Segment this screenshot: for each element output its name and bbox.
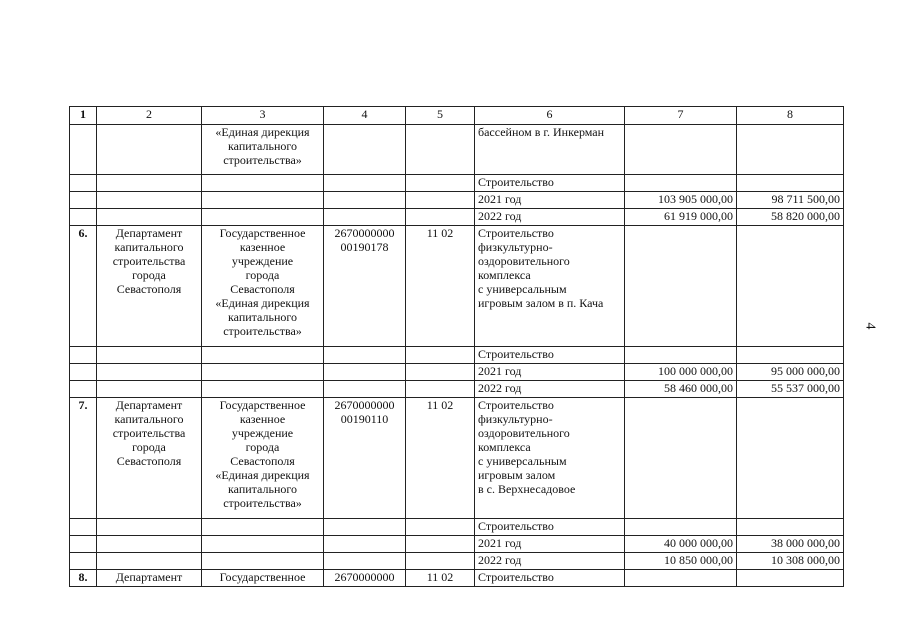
header-cell: 1: [70, 107, 97, 125]
table-row: [70, 125, 844, 175]
year-cell: 2021 год: [475, 364, 625, 381]
empty-cell: [737, 519, 844, 536]
text-line: капитального: [228, 310, 297, 324]
header-cell: 8: [737, 107, 844, 125]
header-row: [70, 107, 844, 125]
amount-cell: 10 850 000,00: [625, 553, 737, 570]
text-line: «Единая дирекция: [215, 468, 310, 482]
text-line: капитального: [114, 412, 184, 426]
amount-cell: 38 000 000,00: [737, 536, 844, 553]
year-cell: 2022 год: [475, 209, 625, 226]
amount-cell: 58 820 000,00: [737, 209, 844, 226]
text-line: оздоровительного: [478, 426, 570, 440]
text-line: строительства»: [223, 496, 302, 510]
code-cell: [324, 226, 406, 347]
text-line: Севастополя: [230, 454, 295, 468]
empty-cell: [202, 347, 324, 364]
table-row: [70, 570, 844, 587]
table-row: [70, 519, 844, 536]
text-line: строительства»: [223, 324, 302, 338]
text-line: Департамент: [115, 398, 183, 412]
text-line: казенное: [239, 240, 286, 254]
empty-cell: [202, 364, 324, 381]
row-number: 6.: [70, 226, 97, 347]
empty-cell: [70, 209, 97, 226]
empty-cell: [202, 519, 324, 536]
stroit-cell: Строительство: [475, 175, 625, 192]
empty-cell: [70, 192, 97, 209]
empty-cell: [406, 192, 475, 209]
header-cell: 7: [625, 107, 737, 125]
text-line: Строительство: [478, 398, 554, 412]
institution-cell: [202, 398, 324, 519]
empty-cell: [406, 381, 475, 398]
code-cell: [324, 398, 406, 519]
text-line: 2670000000: [334, 226, 395, 240]
table-row: [70, 553, 844, 570]
text-line: строительства: [112, 254, 186, 268]
empty-cell: [202, 209, 324, 226]
empty-cell: [324, 347, 406, 364]
text-line: бассейном в г. Инкерман: [478, 125, 605, 139]
empty-cell: [625, 570, 737, 587]
table-row: [70, 192, 844, 209]
text-line: комплекса: [478, 268, 531, 282]
header-cell: 4: [324, 107, 406, 125]
text-line: Государственное: [219, 398, 306, 412]
text-line: в с. Верхнесадовое: [478, 482, 576, 496]
text-line: игровым залом в п. Кача: [478, 296, 604, 310]
empty-cell: [202, 175, 324, 192]
row-number: 8.: [70, 570, 97, 587]
amount-cell: 58 460 000,00: [625, 381, 737, 398]
text-line: города: [245, 268, 280, 282]
section-code-cell: 11 02: [406, 226, 475, 347]
table-row: [70, 347, 844, 364]
amount-cell: 100 000 000,00: [625, 364, 737, 381]
empty-cell: [625, 519, 737, 536]
header-cell: 3: [202, 107, 324, 125]
text-line: учреждение: [231, 426, 294, 440]
empty-cell: [737, 570, 844, 587]
department-cell: [97, 398, 202, 519]
code-cell: 2670000000: [324, 570, 406, 587]
empty-cell: [202, 553, 324, 570]
table-row: [70, 398, 844, 519]
empty-cell: [97, 519, 202, 536]
empty-cell: [406, 536, 475, 553]
text-line: Строительство: [478, 226, 554, 240]
object-cell: [475, 398, 625, 519]
text-line: с универсальным: [478, 282, 567, 296]
text-line: капитального: [228, 139, 297, 153]
header-cell: 6: [475, 107, 625, 125]
object-cell: Строительство: [475, 570, 625, 587]
institution-cell: [202, 125, 324, 175]
text-line: Севастополя: [116, 282, 182, 296]
table-row: [70, 364, 844, 381]
text-line: капитального: [114, 240, 184, 254]
text-line: казенное: [239, 412, 286, 426]
empty-cell: [97, 381, 202, 398]
empty-cell: [97, 209, 202, 226]
header-cell: 2: [97, 107, 202, 125]
text-line: оздоровительного: [478, 254, 570, 268]
text-line: 00190178: [340, 240, 389, 254]
empty-cell: [97, 364, 202, 381]
empty-cell: [324, 553, 406, 570]
text-line: города: [245, 440, 280, 454]
empty-cell: [625, 226, 737, 347]
empty-cell: [97, 192, 202, 209]
empty-cell: [406, 519, 475, 536]
empty-cell: [324, 364, 406, 381]
text-line: «Единая дирекция: [215, 296, 310, 310]
empty-cell: [97, 125, 202, 175]
year-cell: 2022 год: [475, 553, 625, 570]
stroit-cell: Строительство: [475, 347, 625, 364]
empty-cell: [737, 226, 844, 347]
empty-cell: [406, 125, 475, 175]
text-line: игровым залом: [478, 468, 556, 482]
page-number: 4: [862, 322, 878, 330]
amount-cell: 55 537 000,00: [737, 381, 844, 398]
section-code-cell: 11 02: [406, 398, 475, 519]
empty-cell: [406, 553, 475, 570]
text-line: 00190110: [340, 412, 389, 426]
text-line: капитального: [228, 482, 297, 496]
amount-cell: 103 905 000,00: [625, 192, 737, 209]
institution-cell: Государственное: [202, 570, 324, 587]
empty-cell: [202, 192, 324, 209]
empty-cell: [625, 347, 737, 364]
text-line: комплекса: [478, 440, 531, 454]
empty-cell: [70, 381, 97, 398]
text-line: строительства: [112, 426, 186, 440]
amount-cell: 40 000 000,00: [625, 536, 737, 553]
table-row: [70, 536, 844, 553]
empty-cell: [70, 519, 97, 536]
text-line: 2670000000: [334, 398, 395, 412]
empty-cell: [70, 364, 97, 381]
text-line: Государственное: [219, 226, 306, 240]
table-row: [70, 175, 844, 192]
empty-cell: [406, 175, 475, 192]
empty-cell: [737, 175, 844, 192]
year-cell: 2021 год: [475, 192, 625, 209]
amount-cell: 95 000 000,00: [737, 364, 844, 381]
text-line: строительства»: [223, 153, 302, 167]
empty-cell: [406, 364, 475, 381]
table-row: [70, 209, 844, 226]
empty-cell: [97, 347, 202, 364]
empty-cell: [70, 175, 97, 192]
text-line: Департамент: [115, 226, 183, 240]
text-line: «Единая дирекция: [215, 125, 310, 139]
header-cell: 5: [406, 107, 475, 125]
empty-cell: [324, 125, 406, 175]
empty-cell: [737, 347, 844, 364]
stroit-cell: Строительство: [475, 519, 625, 536]
empty-cell: [202, 381, 324, 398]
year-cell: 2021 год: [475, 536, 625, 553]
row-number: 7.: [70, 398, 97, 519]
empty-cell: [406, 347, 475, 364]
empty-cell: [324, 175, 406, 192]
empty-cell: [70, 347, 97, 364]
empty-cell: [625, 175, 737, 192]
empty-cell: [406, 209, 475, 226]
empty-cell: [202, 536, 324, 553]
empty-cell: [324, 192, 406, 209]
empty-cell: [97, 553, 202, 570]
institution-cell: [202, 226, 324, 347]
empty-cell: [737, 125, 844, 175]
text-line: города: [132, 268, 166, 282]
text-line: с универсальным: [478, 454, 567, 468]
amount-cell: 98 711 500,00: [737, 192, 844, 209]
budget-table: [69, 106, 844, 587]
section-code-cell: 11 02: [406, 570, 475, 587]
empty-cell: [625, 398, 737, 519]
object-cell: [475, 125, 625, 175]
empty-cell: [737, 398, 844, 519]
department-cell: Департамент: [97, 570, 202, 587]
empty-cell: [70, 125, 97, 175]
text-line: города: [132, 440, 166, 454]
empty-cell: [324, 519, 406, 536]
object-cell: [475, 226, 625, 347]
amount-cell: 10 308 000,00: [737, 553, 844, 570]
text-line: учреждение: [231, 254, 294, 268]
table-row: [70, 381, 844, 398]
text-line: Севастополя: [230, 282, 295, 296]
amount-cell: 61 919 000,00: [625, 209, 737, 226]
empty-cell: [625, 125, 737, 175]
empty-cell: [97, 175, 202, 192]
empty-cell: [324, 209, 406, 226]
year-cell: 2022 год: [475, 381, 625, 398]
empty-cell: [70, 536, 97, 553]
text-line: физкультурно-: [478, 240, 553, 254]
empty-cell: [324, 536, 406, 553]
text-line: Севастополя: [116, 454, 182, 468]
department-cell: [97, 226, 202, 347]
empty-cell: [324, 381, 406, 398]
table-row: [70, 226, 844, 347]
text-line: физкультурно-: [478, 412, 553, 426]
empty-cell: [70, 553, 97, 570]
empty-cell: [97, 536, 202, 553]
